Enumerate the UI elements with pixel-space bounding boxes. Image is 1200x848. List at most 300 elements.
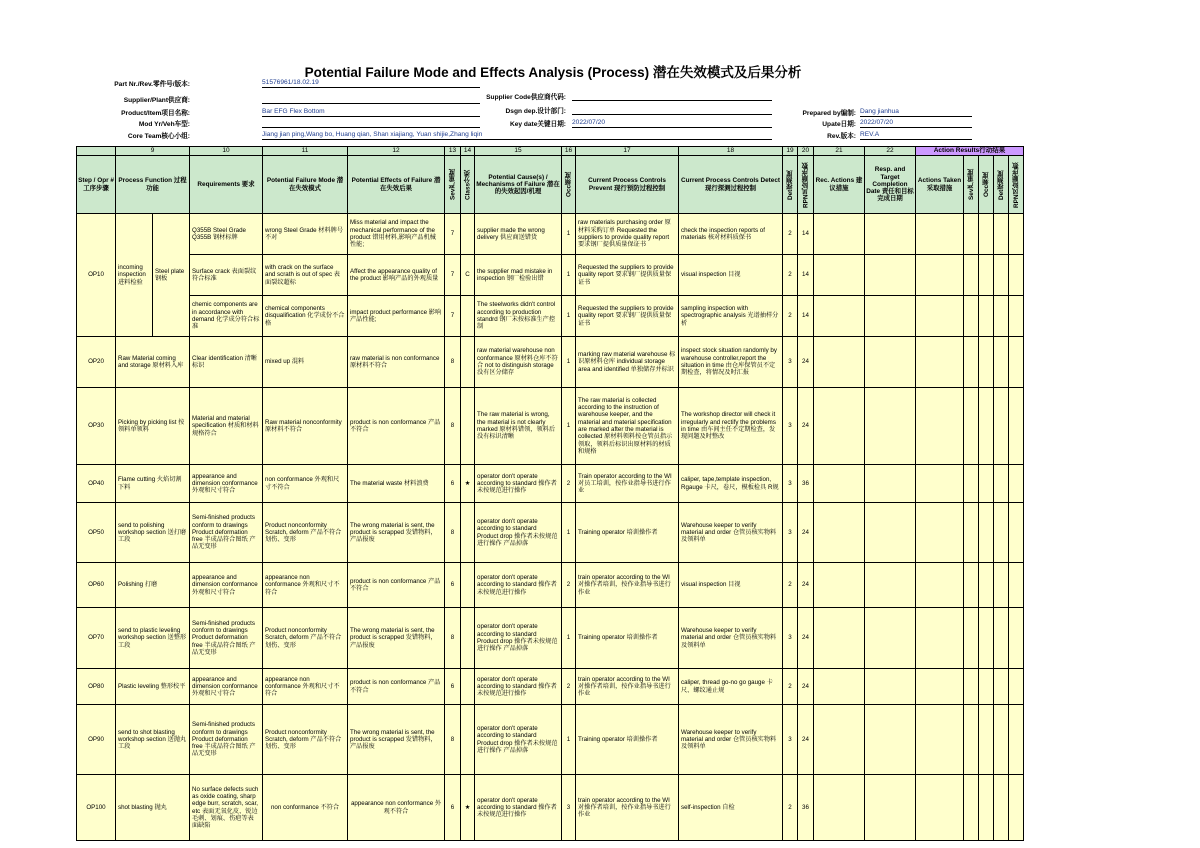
requirement-cell: appearance and dimension conformance 外观和尺寸符合 <box>190 465 263 503</box>
occ-cell: 2 <box>562 465 576 503</box>
header-occ: Occ频度 <box>562 156 576 214</box>
step-cell: OP80 <box>77 669 116 705</box>
effect-cell: Miss material and impact the mechanical performance of the product 错用材料,影响产品机械性能; <box>348 214 445 255</box>
page-title: Potential Failure Mode and Effects Analysis (Process) 潜在失效模式及后果分析 <box>304 65 802 80</box>
sev-cell: 7 <box>445 296 461 337</box>
table-row <box>77 465 1024 503</box>
failure-mode-cell: Product nonconformity Scratch, deform 产品不符合 划伤、变形 <box>263 705 348 775</box>
actions-taken-cell[interactable] <box>916 608 964 669</box>
rec-actions-cell[interactable] <box>814 337 865 388</box>
step-cell: OP40 <box>77 465 116 503</box>
step-cell: OP90 <box>77 705 116 775</box>
resp-cell[interactable] <box>865 255 916 296</box>
failure-mode-cell: with crack on the surface and scrath is out of spec 表面裂纹超标 <box>263 255 348 296</box>
det2-cell[interactable] <box>994 503 1009 563</box>
requirement-cell: Q355B Steel Grade Q355B 钢材标牌 <box>190 214 263 255</box>
col-number: 16 <box>562 147 576 156</box>
sev-cell: 6 <box>445 775 461 841</box>
rpn2-cell[interactable] <box>1009 705 1024 775</box>
cause-cell: the supplier mad mistake in inspection 钢厂检验出错 <box>475 255 562 296</box>
failure-mode-cell: chemical components disqualification 化学成份不合格 <box>263 296 348 337</box>
det2-cell[interactable] <box>994 775 1009 841</box>
update-label: Upate日期: <box>822 121 856 128</box>
cause-cell: The steelworks didn't control according to production standrd 钢厂未按标准生产控制 <box>475 296 562 337</box>
det-cell: 2 <box>783 255 798 296</box>
rpn2-cell[interactable] <box>1009 465 1024 503</box>
table-row <box>77 214 1024 255</box>
cause-cell: operator don't operate according to standard Product drop 操作者未按规范进行操作 产品掉落 <box>475 608 562 669</box>
resp-cell[interactable] <box>865 296 916 337</box>
requirement-cell: Material and material specification 材质和材料规格符合 <box>190 388 263 465</box>
det2-cell[interactable] <box>994 214 1009 255</box>
rpn-cell: 24 <box>798 337 814 388</box>
part-nr-value: 51576961/18.02.19 <box>262 78 480 88</box>
sub-function-cell: Steel plate 钢板 <box>153 214 190 337</box>
rec-actions-cell[interactable] <box>814 388 865 465</box>
det-cell: 2 <box>783 669 798 705</box>
table-row <box>77 705 1024 775</box>
rpn2-cell[interactable] <box>1009 255 1024 296</box>
failure-mode-cell: appearance non conformance 外观和尺寸不符合 <box>263 669 348 705</box>
detect-cell: sampling inspection with spectrographic analysis 光谱抽样分析 <box>679 296 783 337</box>
prevent-cell: Training operator 培训操作者 <box>576 503 679 563</box>
header-causes: Potential Cause(s) / Mechanisms of Failure 潜在的失效起因/机理 <box>475 156 562 214</box>
det-cell: 2 <box>783 563 798 608</box>
rpn-cell: 24 <box>798 669 814 705</box>
det2-cell[interactable] <box>994 255 1009 296</box>
effect-cell: The wrong material is sent, the product is scrapped 发错物料，产品报废 <box>348 503 445 563</box>
step-cell: OP10 <box>77 214 116 337</box>
function-cell: Picking by picking list 按领料单领料 <box>116 388 190 465</box>
header-rpn2: RPN风险顺序数 <box>1009 156 1024 214</box>
header-det: Det探测度 <box>783 156 798 214</box>
requirement-cell: Semi-finished products conform to drawings Product deformation free 半成品符合图纸 产品无变形 <box>190 608 263 669</box>
table-row <box>77 388 1024 465</box>
fmea-table <box>76 146 1024 841</box>
col-number: 15 <box>475 147 562 156</box>
actions-taken-cell[interactable] <box>916 296 964 337</box>
resp-cell[interactable] <box>865 563 916 608</box>
actions-taken-cell[interactable] <box>916 465 964 503</box>
actions-taken-cell[interactable] <box>916 214 964 255</box>
effect-cell: appearance non conformance 外观不符合 <box>348 775 445 841</box>
resp-cell[interactable] <box>865 337 916 388</box>
table-row <box>77 775 1024 841</box>
rpn-cell: 14 <box>798 296 814 337</box>
col-number: 11 <box>263 147 348 156</box>
det2-cell[interactable] <box>994 563 1009 608</box>
col-number: 13 <box>445 147 461 156</box>
occ-cell: 1 <box>562 214 576 255</box>
failure-mode-cell: non conformance 不符合 <box>263 775 348 841</box>
detect-cell: caliper, tape,template inspection, Rgauge 卡尺，卷尺，模板检具 R规 <box>679 465 783 503</box>
col-number: 22 <box>865 147 916 156</box>
header-occ2: Occ频度 <box>979 156 994 214</box>
header-failure-mode: Potential Failure Mode 潜在失效模式 <box>263 156 348 214</box>
prevent-cell: train operator according to the WI 对操作者培训，按作业指导书进行作业 <box>576 775 679 841</box>
header-det2: Det探测度 <box>994 156 1009 214</box>
det-cell: 3 <box>783 388 798 465</box>
prevent-cell: train operator according to the WI 对操作者培训，按作业指导书进行作业 <box>576 669 679 705</box>
class-cell: ★ <box>461 775 475 841</box>
detect-cell: Warehouse keeper to verify material and order 仓管员核实物料及领料单 <box>679 705 783 775</box>
prepared-by-value: Dang jianhua <box>860 107 972 117</box>
sev2-cell[interactable] <box>964 669 979 705</box>
det2-cell[interactable] <box>994 705 1009 775</box>
rpn2-cell[interactable] <box>1009 388 1024 465</box>
rec-actions-cell[interactable] <box>814 775 865 841</box>
sev2-cell[interactable] <box>964 337 979 388</box>
effect-cell: raw material is non conformance 原材料不符合 <box>348 337 445 388</box>
key-date-value: 2022/07/20 <box>572 118 772 128</box>
occ2-cell[interactable] <box>979 608 994 669</box>
table-row <box>77 669 1024 705</box>
rec-actions-cell[interactable] <box>814 465 865 503</box>
resp-cell[interactable] <box>865 214 916 255</box>
core-team-label: Core Team核心小组: <box>127 133 190 140</box>
function-cell: send to shot blasting workshop section 送抛丸工段 <box>116 705 190 775</box>
det2-cell[interactable] <box>994 465 1009 503</box>
sev-cell: 6 <box>445 465 461 503</box>
rec-actions-cell[interactable] <box>814 255 865 296</box>
function-cell: shot blasting 抛丸 <box>116 775 190 841</box>
product-item-label: Product/Item项目名称: <box>121 110 190 117</box>
table-row <box>77 503 1024 563</box>
function-cell: incoming inspection 进料检验 <box>116 214 153 337</box>
requirement-cell: Semi-finished products conform to drawings Product deformation free 半成品符合图纸 产品无变形 <box>190 705 263 775</box>
col-number: 14 <box>461 147 475 156</box>
col-number: 12 <box>348 147 445 156</box>
column-number-row <box>77 147 1024 156</box>
class-cell <box>461 608 475 669</box>
sev2-cell[interactable] <box>964 705 979 775</box>
rpn2-cell[interactable] <box>1009 563 1024 608</box>
requirement-cell: Semi-finished products conform to drawings Product deformation free 半成品符合图纸 产品无变形 <box>190 503 263 563</box>
det-cell: 3 <box>783 503 798 563</box>
col-number: 17 <box>576 147 679 156</box>
occ-cell: 3 <box>562 775 576 841</box>
rec-actions-cell[interactable] <box>814 669 865 705</box>
requirement-cell: chemic components are in accordance with demand 化学成分符合标准 <box>190 296 263 337</box>
class-cell <box>461 669 475 705</box>
effect-cell: product is non conformance 产品不符合 <box>348 563 445 608</box>
effect-cell: The material waste 材料浪费 <box>348 465 445 503</box>
prevent-cell: The raw material is collected according to the instruction of warehouse keeper, and the material and material specification are marked after the material is collected 原材料领料按仓管员指示领取，领料后标识出原材料的材质和规格 <box>576 388 679 465</box>
sev-cell: 8 <box>445 337 461 388</box>
actions-taken-cell[interactable] <box>916 388 964 465</box>
prevent-cell: Requested the suppliers to provide quality report 要求钢厂提供质量保证书 <box>576 296 679 337</box>
requirement-cell: Clear identification 清晰标识 <box>190 337 263 388</box>
detect-cell: inspect stock situation randomly by warehouse controller,report the situation in time 由仓库保管员不定期检查，将情况及时汇报 <box>679 337 783 388</box>
occ-cell: 1 <box>562 608 576 669</box>
failure-mode-cell: non conformance 外观和尺寸不符合 <box>263 465 348 503</box>
dsgn-dep-value <box>572 105 772 115</box>
cause-cell: operator don't operate according to standard 操作者未按规范进行操作 <box>475 669 562 705</box>
rec-actions-cell[interactable] <box>814 608 865 669</box>
occ2-cell[interactable] <box>979 296 994 337</box>
sev2-cell[interactable] <box>964 503 979 563</box>
occ-cell: 2 <box>562 563 576 608</box>
requirement-cell: appearance and dimension conformance 外观和尺寸符合 <box>190 563 263 608</box>
prevent-cell: Training operator 培训操作者 <box>576 608 679 669</box>
det-cell: 3 <box>783 608 798 669</box>
sev-cell: 8 <box>445 608 461 669</box>
actions-taken-cell[interactable] <box>916 337 964 388</box>
prevent-cell: marking raw material warehouse 标识原材料仓库 individual storage area and identified 单独储存并标识 <box>576 337 679 388</box>
sev2-cell[interactable] <box>964 255 979 296</box>
supplier-code-value <box>572 91 772 101</box>
rpn-cell: 14 <box>798 214 814 255</box>
sev-cell: 7 <box>445 255 461 296</box>
occ-cell: 1 <box>562 255 576 296</box>
step-cell: OP60 <box>77 563 116 608</box>
rpn-cell: 36 <box>798 465 814 503</box>
sev-cell: 7 <box>445 214 461 255</box>
resp-cell[interactable] <box>865 669 916 705</box>
sev2-cell[interactable] <box>964 214 979 255</box>
rpn-cell: 24 <box>798 608 814 669</box>
action-results-label: Action Results行动结果 <box>916 147 1024 156</box>
product-item-value: Bar EFG Flex Bottom <box>262 107 480 117</box>
col-number: 20 <box>798 147 814 156</box>
header-resp: Resp. and Target Completion Date 责任和目标完成日期 <box>865 156 916 214</box>
rec-actions-cell[interactable] <box>814 563 865 608</box>
resp-cell[interactable] <box>865 503 916 563</box>
rpn-cell: 24 <box>798 563 814 608</box>
header-actions-taken: Actions Taken 采取措施 <box>916 156 964 214</box>
det2-cell[interactable] <box>994 669 1009 705</box>
failure-mode-cell: Product nonconformity Scratch, deform 产品不符合 划伤、变形 <box>263 608 348 669</box>
header-sev: Sev严重度 <box>445 156 461 214</box>
det-cell: 3 <box>783 705 798 775</box>
step-cell: OP30 <box>77 388 116 465</box>
rpn2-cell[interactable] <box>1009 775 1024 841</box>
column-header-row <box>77 156 1024 214</box>
rec-actions-cell[interactable] <box>814 214 865 255</box>
occ-cell: 1 <box>562 296 576 337</box>
det2-cell[interactable] <box>994 388 1009 465</box>
supplier-code-label: Supplier Code供应商代码: <box>486 94 566 101</box>
detect-cell: self-inspection 自检 <box>679 775 783 841</box>
header-step: Step / Opr #工序步骤 <box>77 156 116 214</box>
rec-actions-cell[interactable] <box>814 296 865 337</box>
class-cell <box>461 337 475 388</box>
effect-cell: product is non conformance 产品不符合 <box>348 669 445 705</box>
table-row <box>77 608 1024 669</box>
occ-cell: 1 <box>562 388 576 465</box>
det2-cell[interactable] <box>994 296 1009 337</box>
sev2-cell[interactable] <box>964 465 979 503</box>
rev-label: Rev.版本: <box>827 133 856 140</box>
requirement-cell: No surface defects such as oxide coating, sharp edge burr, scratch, scar, etc 表面无氧化皮、锐边毛刺、划痕、伤疤等表面缺陷 <box>190 775 263 841</box>
header-class: Class分类 <box>461 156 475 214</box>
sev-cell: 6 <box>445 669 461 705</box>
prevent-cell: Training operator 培训操作者 <box>576 705 679 775</box>
rev-value: REV.A <box>860 130 972 140</box>
occ2-cell[interactable] <box>979 775 994 841</box>
step-cell: OP50 <box>77 503 116 563</box>
failure-mode-cell: Raw material nonconformity 原材料不符合 <box>263 388 348 465</box>
function-cell: Polishing 打磨 <box>116 563 190 608</box>
rpn-cell: 24 <box>798 705 814 775</box>
step-cell: OP100 <box>77 775 116 841</box>
det2-cell[interactable] <box>994 608 1009 669</box>
cause-cell: operator don't operate according to standard Product drop 操作者未按规范进行操作 产品掉落 <box>475 705 562 775</box>
class-cell <box>461 705 475 775</box>
actions-taken-cell[interactable] <box>916 503 964 563</box>
header-function: Process Function 过程功能 <box>116 156 190 214</box>
col-number: 21 <box>814 147 865 156</box>
rec-actions-cell[interactable] <box>814 705 865 775</box>
prepared-by-label: Prepared by编制: <box>802 110 856 117</box>
det-cell: 2 <box>783 775 798 841</box>
function-cell: Plastic leveling 整形校平 <box>116 669 190 705</box>
key-date-label: Key date关键日期: <box>509 121 566 128</box>
sev2-cell[interactable] <box>964 608 979 669</box>
occ2-cell[interactable] <box>979 563 994 608</box>
resp-cell[interactable] <box>865 608 916 669</box>
occ-cell: 1 <box>562 503 576 563</box>
function-cell: Flame cutting 火焰切割下料 <box>116 465 190 503</box>
occ2-cell[interactable] <box>979 705 994 775</box>
col-number: 18 <box>679 147 783 156</box>
core-team-value: Jiang jian ping,Wang bo, Huang qian, Shan xiajiang, Yuan shijie,Zhang liqin <box>262 130 772 140</box>
occ-cell: 1 <box>562 337 576 388</box>
occ-cell: 1 <box>562 705 576 775</box>
rpn2-cell[interactable] <box>1009 503 1024 563</box>
class-cell <box>461 503 475 563</box>
rpn2-cell[interactable] <box>1009 608 1024 669</box>
function-cell: send to polishing workshop section 送打磨工段 <box>116 503 190 563</box>
cause-cell: operator don't operate according to standard Product drop 操作者未按规范进行操作 产品掉落 <box>475 503 562 563</box>
occ2-cell[interactable] <box>979 255 994 296</box>
sev-cell: 8 <box>445 388 461 465</box>
occ-cell: 2 <box>562 669 576 705</box>
dsgn-dep-label: Dsgn dep.设计部门: <box>505 108 566 115</box>
resp-cell[interactable] <box>865 388 916 465</box>
prevent-cell: train operator according to the WI 对操作者培训，按作业指导书进行作业 <box>576 563 679 608</box>
effect-cell: product is non conformance 产品不符合 <box>348 388 445 465</box>
det-cell: 2 <box>783 214 798 255</box>
mod-label: Mod Yr/Veh车型: <box>138 121 190 128</box>
resp-cell[interactable] <box>865 465 916 503</box>
class-cell <box>461 563 475 608</box>
col-number-blank <box>77 147 116 156</box>
sev2-cell[interactable] <box>964 296 979 337</box>
occ2-cell[interactable] <box>979 669 994 705</box>
header-requirements: Requirements 要求 <box>190 156 263 214</box>
sev2-cell[interactable] <box>964 563 979 608</box>
table-row <box>77 296 1024 337</box>
resp-cell[interactable] <box>865 775 916 841</box>
class-cell: ★ <box>461 465 475 503</box>
prevent-cell: Requested the suppliers to provide quality report 要求钢厂提供质量保证书 <box>576 255 679 296</box>
occ2-cell[interactable] <box>979 214 994 255</box>
header-rpn: RPN风险顺序数 <box>798 156 814 214</box>
table-row <box>77 337 1024 388</box>
prevent-cell: Train operator according to the WI 对员工培训，按作业指导书进行作业 <box>576 465 679 503</box>
col-number: 19 <box>783 147 798 156</box>
table-row <box>77 255 1024 296</box>
header-detect: Current Process Controls Detect 现行探测过程控制 <box>679 156 783 214</box>
effect-cell: impact product performance 影响产品性能; <box>348 296 445 337</box>
det2-cell[interactable] <box>994 337 1009 388</box>
detect-cell: check the inspection reports of materials 核对材料质保书 <box>679 214 783 255</box>
detect-cell: Warehouse keeper to verify material and order 仓管员核实物料及领料单 <box>679 608 783 669</box>
part-nr-label: Part Nr./Rev.零件号/版本: <box>114 81 190 88</box>
rpn-cell: 24 <box>798 503 814 563</box>
occ2-cell[interactable] <box>979 388 994 465</box>
actions-taken-cell[interactable] <box>916 705 964 775</box>
header-prevent: Current Process Controls Prevent 现行预防过程控制 <box>576 156 679 214</box>
sev-cell: 6 <box>445 563 461 608</box>
class-cell: C <box>461 255 475 296</box>
sev2-cell[interactable] <box>964 388 979 465</box>
effect-cell: The wrong material is sent, the product is scrapped 发错物料，产品报废 <box>348 608 445 669</box>
header-rec-actions: Rec. Actions 建议措施 <box>814 156 865 214</box>
class-cell <box>461 296 475 337</box>
det-cell: 2 <box>783 296 798 337</box>
class-cell <box>461 214 475 255</box>
effect-cell: Affect the appearance quality of the product 影响产品的外观质量 <box>348 255 445 296</box>
detect-cell: visual inspection 目视 <box>679 255 783 296</box>
cause-cell: supplier made the wrong delivery 供应商送错货 <box>475 214 562 255</box>
cause-cell: The raw material is wrong, the material is not clearly marked 原材料错领，领料后没有标识清晰 <box>475 388 562 465</box>
failure-mode-cell: wrong Steel Grade 材料牌号不对 <box>263 214 348 255</box>
occ2-cell[interactable] <box>979 503 994 563</box>
failure-mode-cell: mixed up 混料 <box>263 337 348 388</box>
det-cell: 3 <box>783 465 798 503</box>
actions-taken-cell[interactable] <box>916 255 964 296</box>
resp-cell[interactable] <box>865 705 916 775</box>
det-cell: 3 <box>783 337 798 388</box>
rpn2-cell[interactable] <box>1009 669 1024 705</box>
sev-cell: 8 <box>445 503 461 563</box>
detect-cell: Warehouse keeper to verify material and order 仓管员核实物料及领料单 <box>679 503 783 563</box>
detect-cell: The workshop director will check it irregularly and rectify the problems in time 由车间主任不定期检查，发现问题及时整改 <box>679 388 783 465</box>
function-cell: send to plastic leveling workshop section 送整形工段 <box>116 608 190 669</box>
step-cell: OP70 <box>77 608 116 669</box>
actions-taken-cell[interactable] <box>916 669 964 705</box>
actions-taken-cell[interactable] <box>916 775 964 841</box>
cause-cell: raw material warehouse non conformance 原材料仓库不符合 not to distinguish storage 没有区分储存 <box>475 337 562 388</box>
detect-cell: caliper, thread go-no go gauge 卡尺、螺纹通止规 <box>679 669 783 705</box>
detect-cell: visual inspection 目视 <box>679 563 783 608</box>
rec-actions-cell[interactable] <box>814 503 865 563</box>
cause-cell: operator don't operate according to standard 操作者未按规范进行操作 <box>475 563 562 608</box>
occ2-cell[interactable] <box>979 337 994 388</box>
actions-taken-cell[interactable] <box>916 563 964 608</box>
rpn-cell: 36 <box>798 775 814 841</box>
col-number: 9 <box>116 147 190 156</box>
occ2-cell[interactable] <box>979 465 994 503</box>
sev-cell: 8 <box>445 705 461 775</box>
supplier-plant-label: Supplier/Plant供应商: <box>123 97 190 104</box>
failure-mode-cell: Product nonconformity Scratch, deform 产品不符合 划伤、变形 <box>263 503 348 563</box>
rpn2-cell[interactable] <box>1009 296 1024 337</box>
requirement-cell: appearance and dimension conformance 外观和尺寸符合 <box>190 669 263 705</box>
rpn2-cell[interactable] <box>1009 337 1024 388</box>
rpn-cell: 14 <box>798 255 814 296</box>
step-cell: OP20 <box>77 337 116 388</box>
prevent-cell: raw materials purchasing order 原材料采购订单 Requested the suppliers to provide quality report 要求钢厂提供质量保证书 <box>576 214 679 255</box>
rpn2-cell[interactable] <box>1009 214 1024 255</box>
sev2-cell[interactable] <box>964 775 979 841</box>
col-number: 10 <box>190 147 263 156</box>
requirement-cell: Surface crack 表面裂纹符合标准 <box>190 255 263 296</box>
header-effects: Potential Effects of Failure 潜在失效后果 <box>348 156 445 214</box>
update-value: 2022/07/20 <box>860 118 972 128</box>
